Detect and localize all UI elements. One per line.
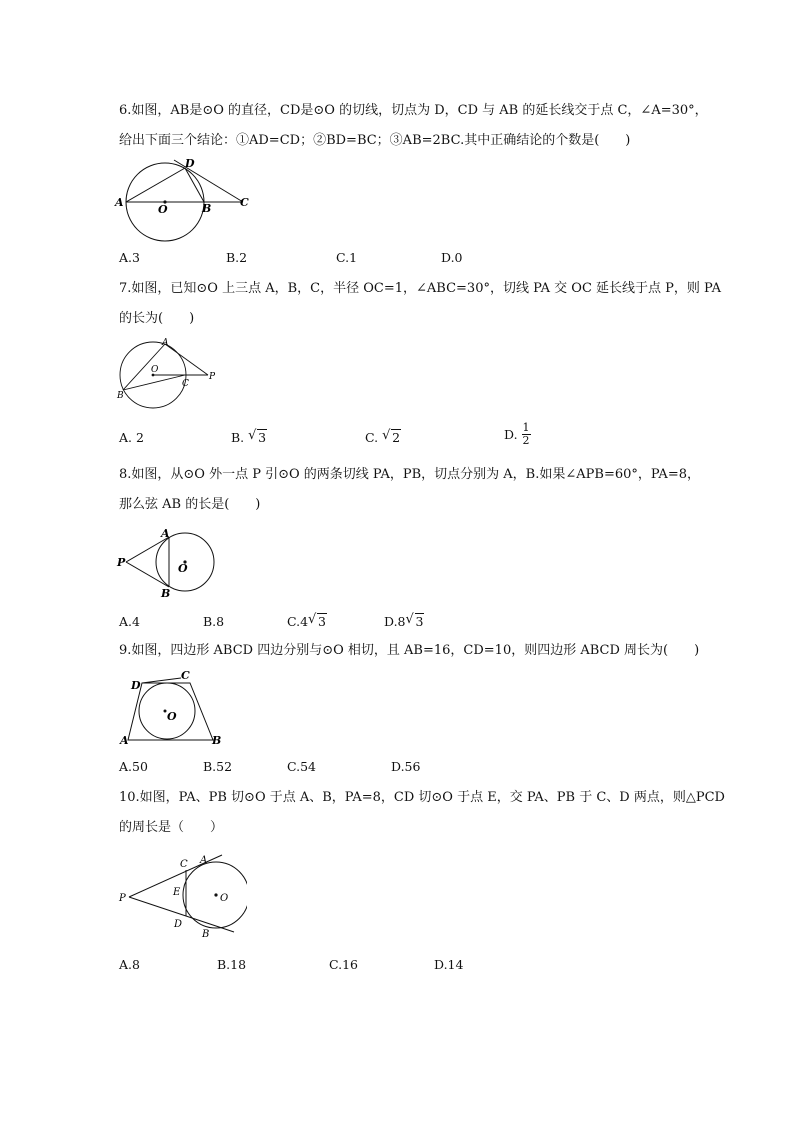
- q8-label-a: A: [161, 527, 170, 540]
- q10-figure: [112, 845, 247, 940]
- q10-label-o: O: [220, 893, 229, 904]
- q7-label-b: B: [117, 391, 124, 401]
- q7-option-b[interactable]: [231, 430, 267, 445]
- q7-option-c[interactable]: [365, 430, 401, 445]
- q7-label-p: P: [209, 372, 216, 382]
- q8-option-c-sqrt: √ 3: [308, 612, 326, 629]
- q10-label-d: D: [174, 919, 183, 930]
- q9-label-d: D: [131, 679, 141, 692]
- q7-option-c-sqrt: √ 2: [382, 428, 401, 445]
- q9-option-d[interactable]: D.56: [391, 759, 421, 774]
- q10-label-e: E: [173, 887, 181, 898]
- q8-label-o: O: [178, 562, 188, 575]
- q7-stem-line1: 7.如图，已知⊙O 上三点 A，B，C，半径 OC=1，∠ABC=30°，切线 PA 交 OC 延长线于点 P，则 PA: [119, 281, 721, 296]
- q7-option-b-sqrt: √ 3: [248, 428, 267, 445]
- q7-stem-line2: 的长为( ): [119, 311, 195, 326]
- q8-option-a[interactable]: A.4: [119, 614, 140, 629]
- q6-figure: [110, 155, 260, 245]
- q8-option-d-sqrt: √ 3: [405, 612, 424, 629]
- q9-figure: [115, 668, 230, 748]
- q8-option-d[interactable]: [384, 614, 424, 629]
- q10-stem-line1: 10.如图，PA、PB 切⊙O 于点 A、B，PA=8，CD 切⊙O 于点 E，交 PA、PB 于 C、D 两点，则△PCD: [119, 790, 725, 805]
- q7-option-c-radicand: 2: [392, 430, 401, 445]
- q8-option-c-radicand: 3: [318, 614, 326, 629]
- q7-option-a[interactable]: A. 2: [119, 430, 144, 445]
- q8-option-c[interactable]: [287, 614, 327, 629]
- q7-figure: [113, 335, 223, 415]
- q10-option-c[interactable]: C.16: [329, 957, 358, 972]
- q8-stem-line1: 8.如图，从⊙O 外一点 P 引⊙O 的两条切线 PA，PB，切点分别为 A，B.如果∠APB=60°，PA=8，: [119, 467, 700, 482]
- q7-option-c-prefix: C.: [365, 430, 379, 445]
- q7-label-c: C: [182, 379, 189, 389]
- q6-label-a: A: [115, 196, 124, 209]
- q6-option-b[interactable]: B.2: [226, 250, 248, 265]
- q9-option-c[interactable]: C.54: [287, 759, 316, 774]
- q10-label-c: C: [180, 859, 188, 870]
- q6-label-c: C: [240, 196, 249, 209]
- q7-option-b-prefix: B.: [231, 430, 245, 445]
- q6-label-b: B: [202, 202, 212, 215]
- q9-stem-line1: 9.如图，四边形 ABCD 四边分别与⊙O 相切，且 AB=16，CD=10，则四边形 ABCD 周长为( ): [119, 643, 700, 658]
- q8-label-b: B: [161, 587, 171, 600]
- q7-option-d-denominator: 2: [522, 434, 530, 447]
- q7-label-o: O: [151, 365, 159, 375]
- q9-option-a[interactable]: A.50: [119, 759, 148, 774]
- q8-option-d-prefix: D.8: [384, 614, 406, 629]
- q10-stem-line2: 的周长是（ ）: [119, 820, 224, 835]
- q8-stem-line2: 那么弦 AB 的长是( ): [119, 497, 261, 512]
- q10-label-a: A: [200, 855, 208, 866]
- q8-option-d-radicand: 3: [415, 614, 424, 629]
- q8-figure: [115, 525, 225, 600]
- q10-option-b[interactable]: B.18: [217, 957, 247, 972]
- q7-option-d-numerator: 1: [522, 421, 530, 434]
- q6-stem-line1: 6.如图，AB是⊙O 的直径，CD是⊙O 的切线，切点为 D，CD 与 AB 的延长线交于点 C，∠A=30°，: [119, 103, 708, 118]
- q6-label-d: D: [185, 157, 195, 170]
- q9-label-b: B: [212, 734, 222, 747]
- q6-option-d[interactable]: D.0: [441, 250, 463, 265]
- q10-option-d[interactable]: D.14: [434, 957, 464, 972]
- q6-option-a[interactable]: A.3: [119, 250, 140, 265]
- q10-option-a[interactable]: A.8: [119, 957, 140, 972]
- q9-option-b[interactable]: B.52: [203, 759, 233, 774]
- q8-option-b[interactable]: B.8: [203, 614, 225, 629]
- q6-stem-line2: 给出下面三个结论：①AD=CD；②BD=BC；③AB=2BC.其中正确结论的个数是( ): [119, 133, 631, 148]
- q7-option-d-fraction: [522, 422, 531, 447]
- q9-label-a: A: [120, 734, 129, 747]
- q10-label-b: B: [202, 929, 210, 940]
- q7-option-d[interactable]: [504, 422, 531, 447]
- q6-option-c[interactable]: C.1: [336, 250, 358, 265]
- q7-option-b-radicand: 3: [258, 430, 267, 445]
- q9-label-o: O: [167, 710, 177, 723]
- q10-label-p: P: [119, 893, 126, 904]
- q8-option-c-prefix: C.4: [287, 614, 309, 629]
- q7-label-a: A: [162, 338, 169, 348]
- q8-label-p: P: [117, 556, 126, 569]
- q9-label-c: C: [181, 669, 190, 682]
- q7-option-d-prefix: D.: [504, 427, 518, 442]
- q6-label-o: O: [158, 203, 168, 216]
